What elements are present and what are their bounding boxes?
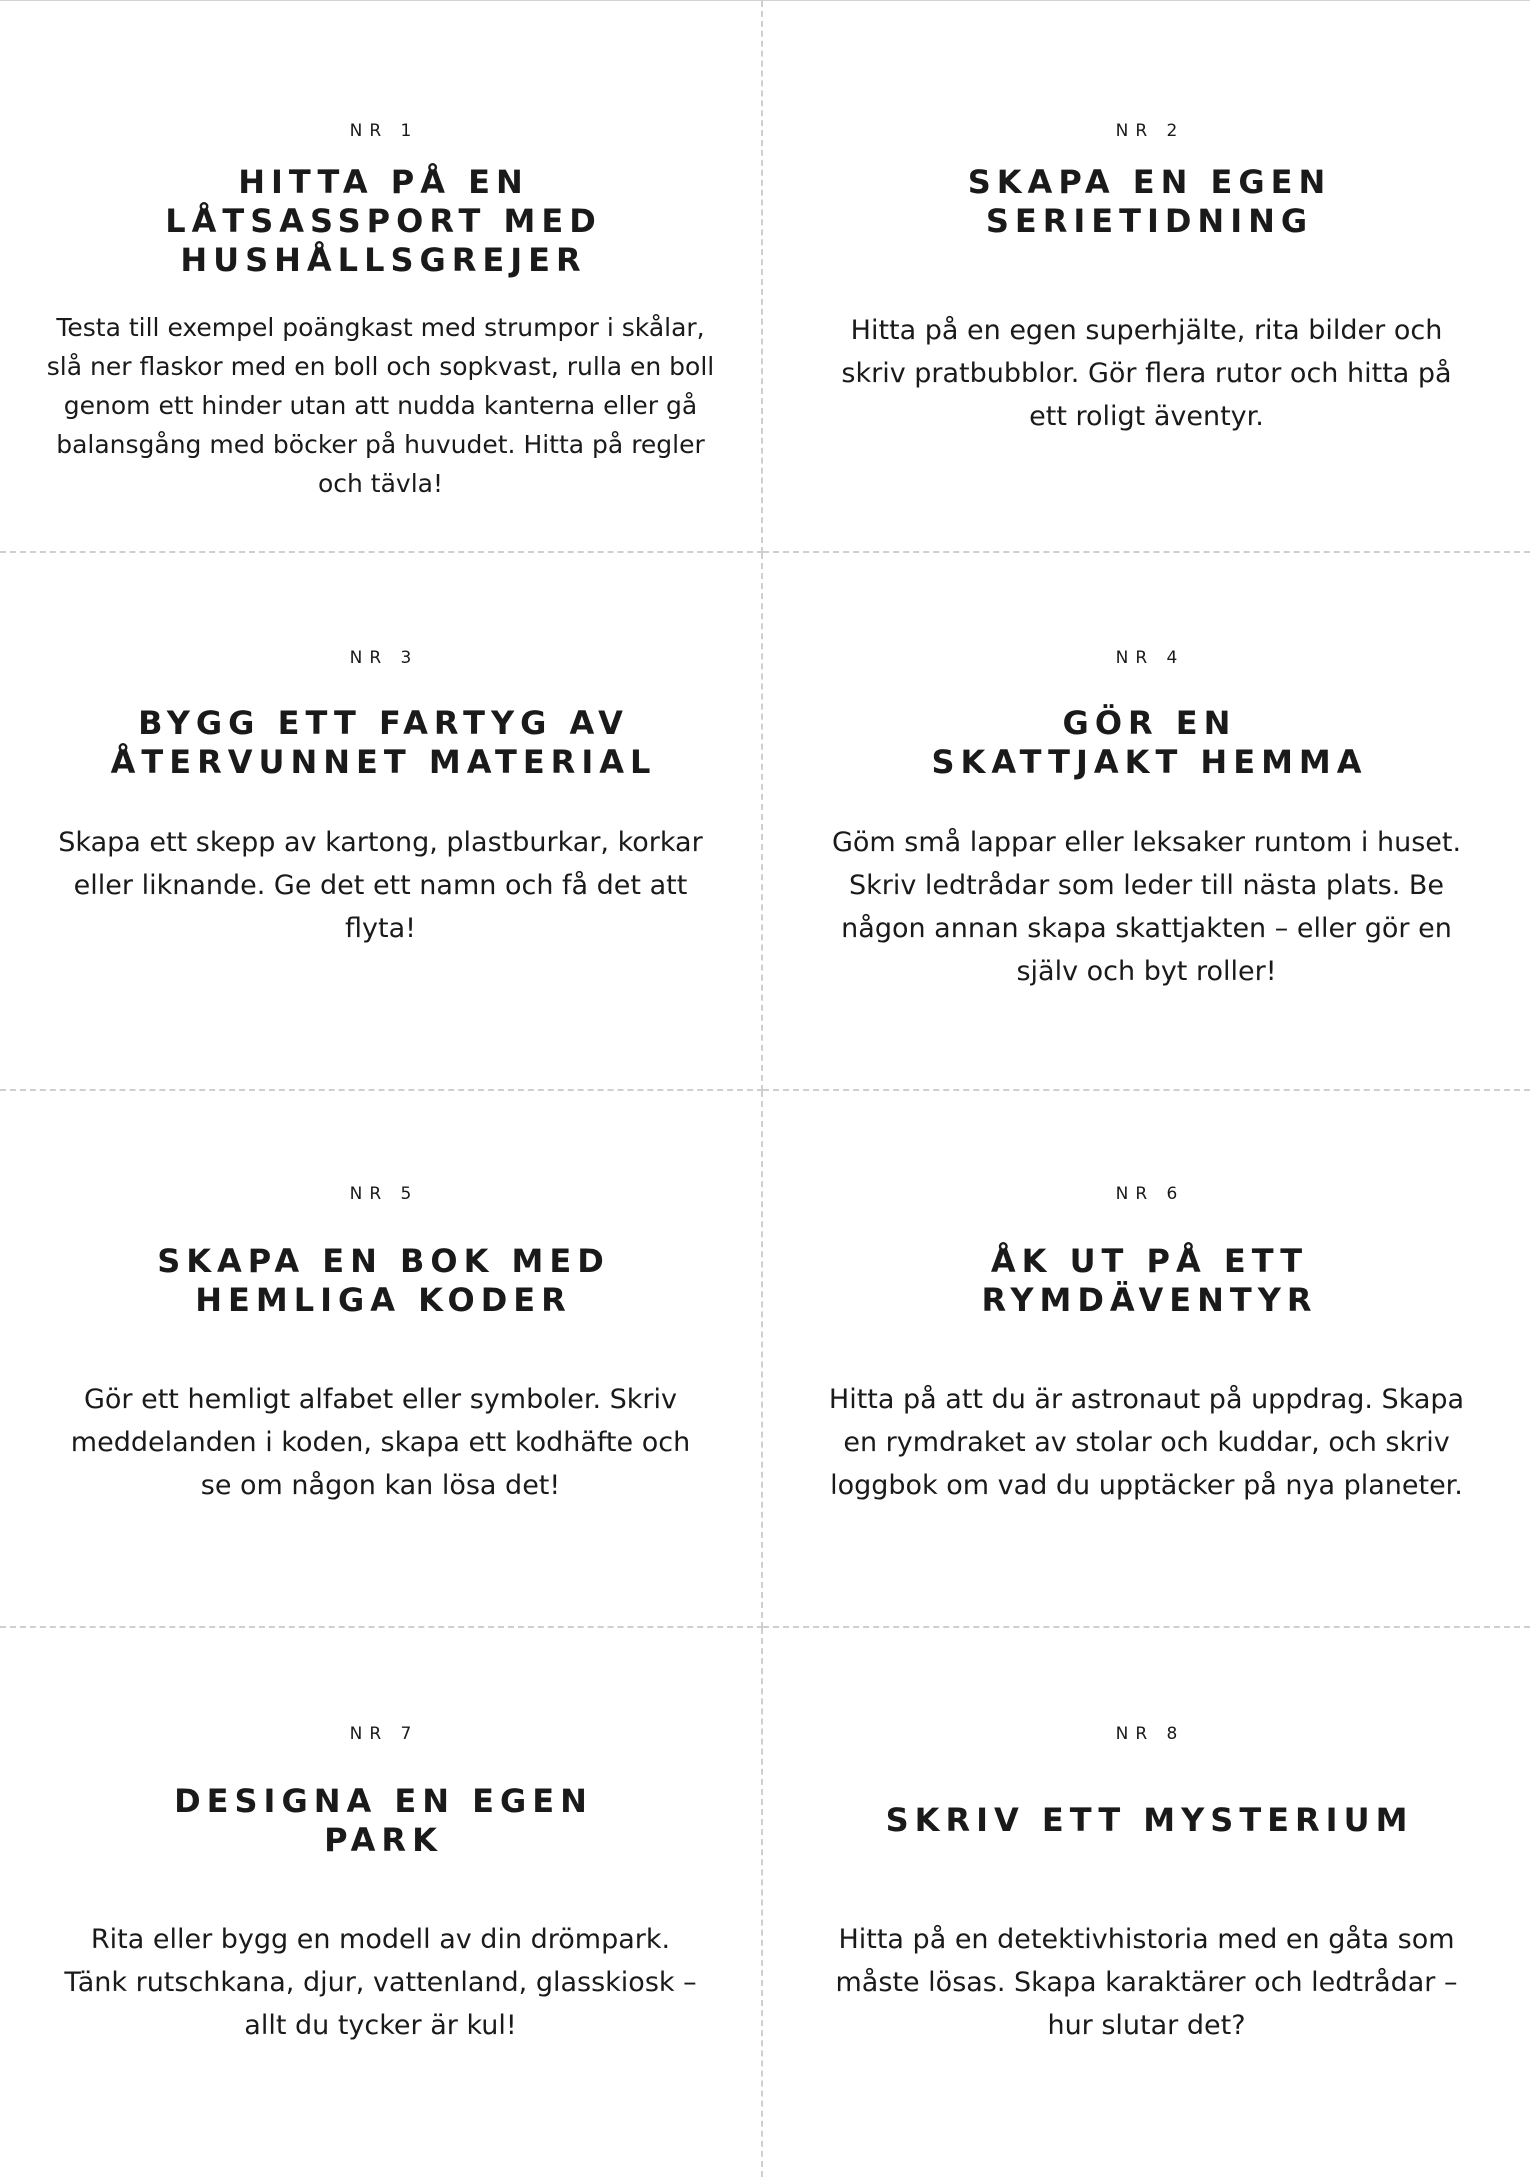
card-title-line: HEMLIGA KODER [195, 1281, 572, 1319]
card-title [168, 1782, 593, 1860]
card-description-line: slå ner flaskor med en boll och sopkvast, rulla en boll [46, 352, 715, 381]
card-description-line: Hitta på en egen superhjälte, rita bilder och [850, 315, 1443, 346]
card-description-line: och tävla! [317, 469, 444, 498]
card-title [925, 704, 1367, 782]
activity-card-7 [0, 1628, 763, 2177]
card-description-line: måste lösas. Skapa karaktärer och ledtrådar – [835, 1967, 1458, 1998]
card-description-line: se om någon kan lösa det! [200, 1470, 561, 1501]
card-title-line: LÅTSASSPORT MED [165, 202, 602, 240]
card-number: NR 7 [349, 1724, 419, 1744]
card-description-line: eller liknande. Ge det ett namn och få det att [73, 870, 688, 901]
card-description-line: balansgång med böcker på huvudet. Hitta på regler [56, 430, 705, 459]
card-title-line: ÅTERVUNNET MATERIAL [110, 743, 657, 781]
activity-card-8 [763, 1628, 1530, 2177]
card-title-line: DESIGNA EN EGEN [174, 1782, 593, 1820]
card-description [71, 1378, 690, 1507]
card-title [151, 1242, 610, 1320]
card-description [58, 821, 702, 950]
card-description-line: genom ett hinder utan att nudda kanterna eller gå [63, 391, 698, 420]
card-title-line: SKAPA EN EGEN [967, 163, 1332, 201]
card-number: NR 5 [349, 1184, 419, 1204]
card-title [105, 704, 657, 782]
card-description-line: Gör ett hemligt alfabet eller symboler. Skriv [83, 1384, 677, 1415]
card-title-line: SKATTJAKT HEMMA [931, 743, 1368, 781]
card-description-line: Göm små lappar eller leksaker runtom i huset. [831, 827, 1462, 858]
card-number: NR 4 [1115, 648, 1185, 668]
card-description-line: Rita eller bygg en modell av din drömpark. [90, 1924, 671, 1955]
card-title-line: SERIETIDNING [985, 202, 1314, 240]
card-title [880, 1801, 1414, 1840]
card-title-line: SKAPA EN BOK MED [157, 1242, 610, 1280]
card-description-line: loggbok om vad du upptäcker på nya planeter. [830, 1470, 1463, 1501]
card-description [832, 821, 1461, 993]
card-description-line: Skriv ledtrådar som leder till nästa plats. Be [848, 870, 1445, 901]
card-number: NR 3 [349, 648, 419, 668]
card-title [962, 163, 1332, 241]
card-description-line: en rymdraket av stolar och kuddar, och skriv [843, 1427, 1450, 1458]
card-title-line: GÖR EN [1062, 704, 1237, 742]
card-description-line: Testa till exempel poängkast med strumpor i skålar, [56, 313, 705, 342]
card-description [47, 308, 714, 503]
card-number: NR 8 [1115, 1724, 1185, 1744]
card-description-line: själv och byt roller! [1016, 956, 1277, 987]
activity-card-3 [0, 553, 763, 1091]
card-description-line: Hitta på en detektivhistoria med en gåta som [838, 1924, 1455, 1955]
activity-card-5 [0, 1091, 763, 1628]
activity-card-6 [763, 1091, 1530, 1628]
card-title-line: ÅK UT PÅ ETT [990, 1242, 1309, 1280]
card-description-line: Hitta på att du är astronaut på uppdrag. Skapa [828, 1384, 1465, 1415]
card-number: NR 1 [349, 121, 419, 141]
card-description-line: Tänk rutschkana, djur, vattenland, glasskiosk – [64, 1967, 697, 1998]
card-title-line: SKRIV ETT MYSTERIUM [885, 1801, 1414, 1839]
card-description [64, 1918, 696, 2047]
card-description-line: allt du tycker är kul! [244, 2010, 517, 2041]
card-description-line: ett roligt äventyr. [1029, 401, 1264, 432]
card-title-line: BYGG ETT FARTYG AV [138, 704, 629, 742]
card-title [159, 163, 602, 280]
card-description [841, 309, 1451, 438]
activity-card-2 [763, 1, 1530, 553]
card-description-line: meddelanden i koden, skapa ett kodhäfte och [70, 1427, 691, 1458]
card-description-line: Skapa ett skepp av kartong, plastburkar, korkar [58, 827, 703, 858]
card-title-line: RYMDÄVENTYR [981, 1281, 1318, 1319]
card-number: NR 6 [1115, 1184, 1185, 1204]
card-description [829, 1378, 1464, 1507]
card-description-line: någon annan skapa skattjakten – eller gör en [841, 913, 1452, 944]
activity-card-4 [763, 553, 1530, 1091]
activity-card-1 [0, 1, 763, 553]
card-title [975, 1242, 1317, 1320]
card-title-line: PARK [324, 1821, 443, 1859]
card-description-line: hur slutar det? [1047, 2010, 1246, 2041]
card-title-line: HITTA PÅ EN [238, 163, 529, 201]
card-description-line: flyta! [345, 913, 416, 944]
card-title-line: HUSHÅLLSGREJER [180, 241, 587, 279]
card-number: NR 2 [1115, 121, 1185, 141]
card-description [835, 1918, 1457, 2047]
card-description-line: skriv pratbubblor. Gör flera rutor och hitta på [841, 358, 1452, 389]
